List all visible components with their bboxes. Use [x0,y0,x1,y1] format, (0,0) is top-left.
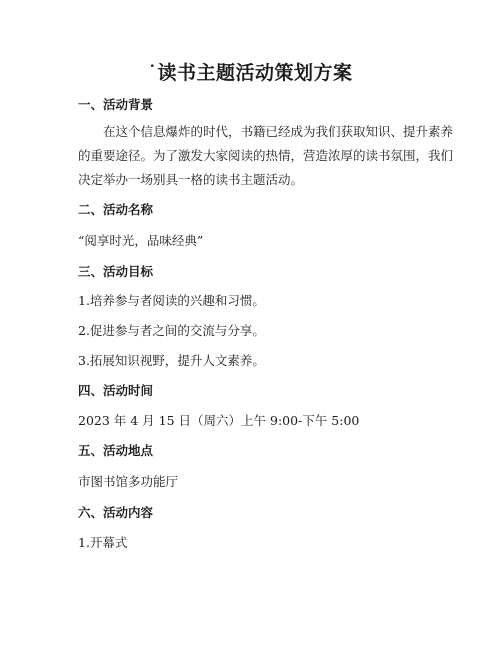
section-heading-name: 二、活动名称 [78,202,154,217]
document-title: ˙读书主题活动策划方案 [147,62,353,84]
section-heading-location: 五、活动地点 [78,443,154,458]
background-line-2: 的重要途径。为了激发大家阅读的热情，营造浓厚的读书氛围，我们 [78,148,454,163]
background-paragraph [78,120,454,192]
background-line-1: 在这个信息爆炸的时代，书籍已经成为我们获取知识、提升素养 [103,124,454,139]
section-heading-time: 四、活动时间 [78,383,154,398]
section-heading-goals: 三、活动目标 [78,264,154,279]
activity-location-text: 市图书馆多功能厅 [78,474,179,489]
activity-name-text: “阅享时光，品味经典” [78,233,204,248]
background-line-3: 决定举办一场别具一格的读书主题活动。 [78,172,304,187]
activity-time-text: 2023 年 4 月 15 日（周六）上午 9:00-下午 5:00 [78,413,360,428]
goal-item-1: 1.培养参与者阅读的兴趣和习惯。 [78,293,265,308]
section-heading-background: 一、活动背景 [78,97,154,112]
content-item-1: 1.开幕式 [78,535,128,550]
goal-item-3: 3.拓展知识视野，提升人文素养。 [78,353,265,368]
goal-item-2: 2.促进参与者之间的交流与分享。 [78,323,265,338]
section-heading-content: 六、活动内容 [78,505,154,520]
